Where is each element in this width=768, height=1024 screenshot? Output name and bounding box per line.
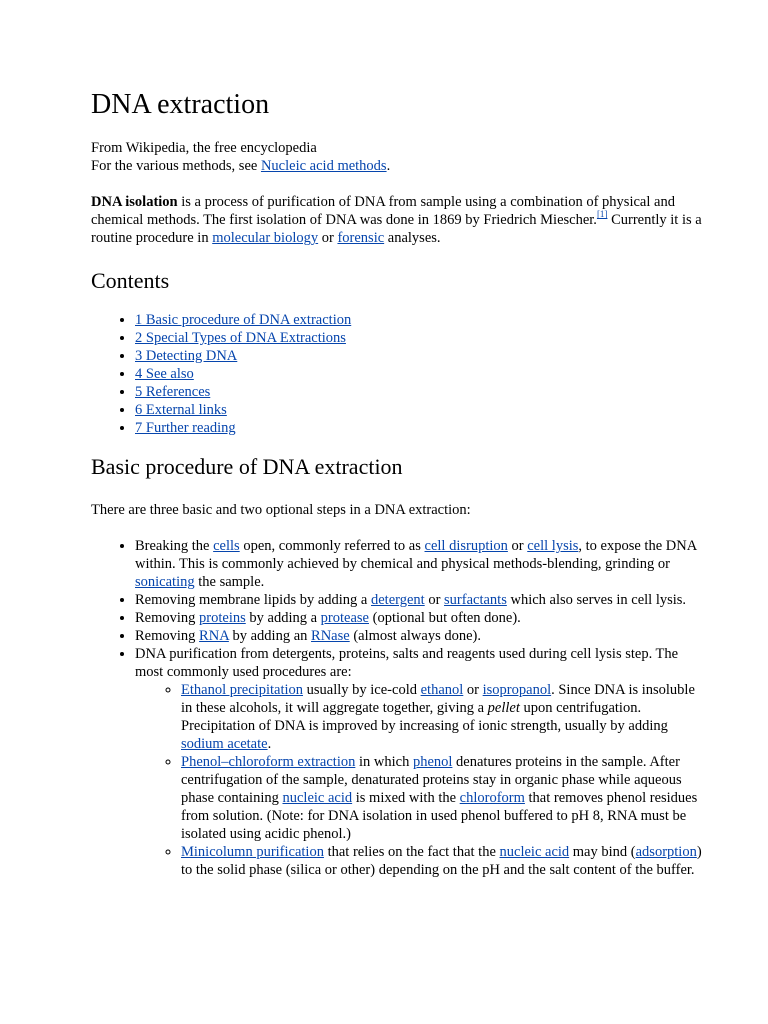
text: DNA purification from detergents, proteins, salts and reagents used during cell lysis step. The most commonly used procedures are: <box>135 646 679 680</box>
list-item <box>135 627 708 645</box>
minicolumn-purification-link[interactable]: Minicolumn purification <box>181 844 324 860</box>
lead-text: Currently it is a routine procedure in <box>91 212 702 246</box>
text: by adding an <box>228 628 312 644</box>
cell-disruption-link[interactable]: cell disruption <box>424 538 508 554</box>
rnase-link[interactable]: RNase <box>311 628 350 644</box>
ethanol-precipitation-link[interactable]: Ethanol precipitation <box>181 682 304 698</box>
text: usually by ice-cold <box>303 682 421 698</box>
text: ) to the solid phase (silica or other) depending on the pH and the salt content of the buffer. <box>181 844 702 878</box>
page-title: DNA extraction <box>91 89 270 120</box>
rna-link[interactable]: RNA <box>199 628 229 644</box>
cells-link[interactable]: cells <box>213 538 240 554</box>
nucleic-acid-link[interactable]: nucleic acid <box>282 790 353 806</box>
steps-list <box>91 537 708 879</box>
reference-1-link[interactable]: [1] <box>596 209 608 219</box>
proteins-link[interactable]: proteins <box>199 610 246 626</box>
nucleic-acid-methods-link[interactable]: Nucleic acid methods <box>260 158 387 174</box>
list-item <box>135 537 708 591</box>
toc-item <box>135 383 708 401</box>
sodium-acetate-link[interactable]: sodium acetate <box>181 736 268 752</box>
list-item <box>181 753 708 843</box>
lead-term: DNA isolation <box>91 194 178 210</box>
contents-heading: Contents <box>91 268 170 293</box>
adsorption-link[interactable]: adsorption <box>635 844 697 860</box>
nucleic-acid-link[interactable]: nucleic acid <box>499 844 570 860</box>
text: that removes phenol residues from solution. (Note: for DNA isolation in used phenol buffered to pH 8, RNA must be isolated using acidic phenol.) <box>181 790 698 842</box>
toc-item <box>135 329 708 347</box>
list-item <box>181 681 708 753</box>
toc-item <box>135 365 708 383</box>
cell-lysis-link[interactable]: cell lysis <box>527 538 579 554</box>
text: denatures proteins in the sample. After centrifugation of the sample, denaturated proteins stay in organic phase while aqueous phase containing <box>181 754 682 806</box>
toc-link[interactable]: 5 References <box>135 384 211 400</box>
text: open, commonly referred to as <box>239 538 425 554</box>
detergent-link[interactable]: detergent <box>371 592 425 608</box>
text: the sample. <box>194 574 265 590</box>
toc-item <box>135 347 708 365</box>
text: or <box>424 592 445 608</box>
text: or <box>507 538 528 554</box>
text: . <box>267 736 272 752</box>
text: , to expose the DNA within. This is commonly achieved by chemical and physical methods-blending, grinding or <box>135 538 697 572</box>
text: Breaking the <box>135 538 214 554</box>
molecular-biology-link[interactable]: molecular biology <box>212 230 319 246</box>
emphasis-pellet: pellet <box>487 700 520 716</box>
hatnote <box>91 157 708 175</box>
lead-paragraph <box>91 193 708 247</box>
lead-text: analyses. <box>384 230 441 246</box>
list-item <box>181 843 708 879</box>
sonicating-link[interactable]: sonicating <box>135 574 195 590</box>
toc-link[interactable]: 3 Detecting DNA <box>135 348 238 364</box>
protease-link[interactable]: protease <box>320 610 369 626</box>
text: upon centrifugation. Precipitation of DNA is improved by increasing of ionic strength, usually by adding <box>181 700 668 734</box>
toc-link[interactable]: 2 Special Types of DNA Extractions <box>135 330 346 346</box>
hatnote-suffix: . <box>386 158 391 174</box>
list-item <box>135 591 708 609</box>
table-of-contents <box>91 311 708 437</box>
forensic-link[interactable]: forensic <box>337 230 385 246</box>
text: is mixed with the <box>352 790 460 806</box>
toc-link[interactable]: 6 External links <box>135 402 227 418</box>
toc-link[interactable]: 4 See also <box>135 366 194 382</box>
phenol-chloroform-extraction-link[interactable]: Phenol–chloroform extraction <box>181 754 356 770</box>
text: (almost always done). <box>349 628 481 644</box>
text: which also serves in cell lysis. <box>506 592 687 608</box>
section-heading: Basic procedure of DNA extraction <box>91 454 403 479</box>
toc-link[interactable]: 1 Basic procedure of DNA extraction <box>135 312 352 328</box>
text: Removing membrane lipids by adding a <box>135 592 371 608</box>
surfactants-link[interactable]: surfactants <box>444 592 507 608</box>
isopropanol-link[interactable]: isopropanol <box>482 682 552 698</box>
toc-item <box>135 419 708 437</box>
text: . Since DNA is insoluble in these alcohols, it will aggregate together, giving a <box>181 682 695 716</box>
text: Removing <box>135 628 200 644</box>
text: by adding a <box>245 610 321 626</box>
list-item <box>135 645 708 879</box>
text: in which <box>355 754 413 770</box>
section-intro: There are three basic and two optional steps in a DNA extraction: <box>91 502 471 518</box>
toc-item <box>135 401 708 419</box>
hatnote-prefix: For the various methods, see <box>91 158 261 174</box>
procedures-list <box>135 681 708 879</box>
toc-item <box>135 311 708 329</box>
chloroform-link[interactable]: chloroform <box>459 790 525 806</box>
text: may bind ( <box>569 844 636 860</box>
text: Removing <box>135 610 200 626</box>
lead-text: is a process of purification of DNA from sample using a combination of physical and chemical methods. The first isolation of DNA was done in 1869 by Friedrich Miescher. <box>91 194 675 228</box>
tagline: From Wikipedia, the free encyclopedia <box>91 140 317 156</box>
text: (optional but often done). <box>368 610 521 626</box>
phenol-link[interactable]: phenol <box>412 754 453 770</box>
toc-link[interactable]: 7 Further reading <box>135 420 236 436</box>
list-item <box>135 609 708 627</box>
text: or <box>463 682 483 698</box>
lead-text: or <box>318 230 338 246</box>
text: that relies on the fact that the <box>323 844 500 860</box>
ethanol-link[interactable]: ethanol <box>420 682 464 698</box>
